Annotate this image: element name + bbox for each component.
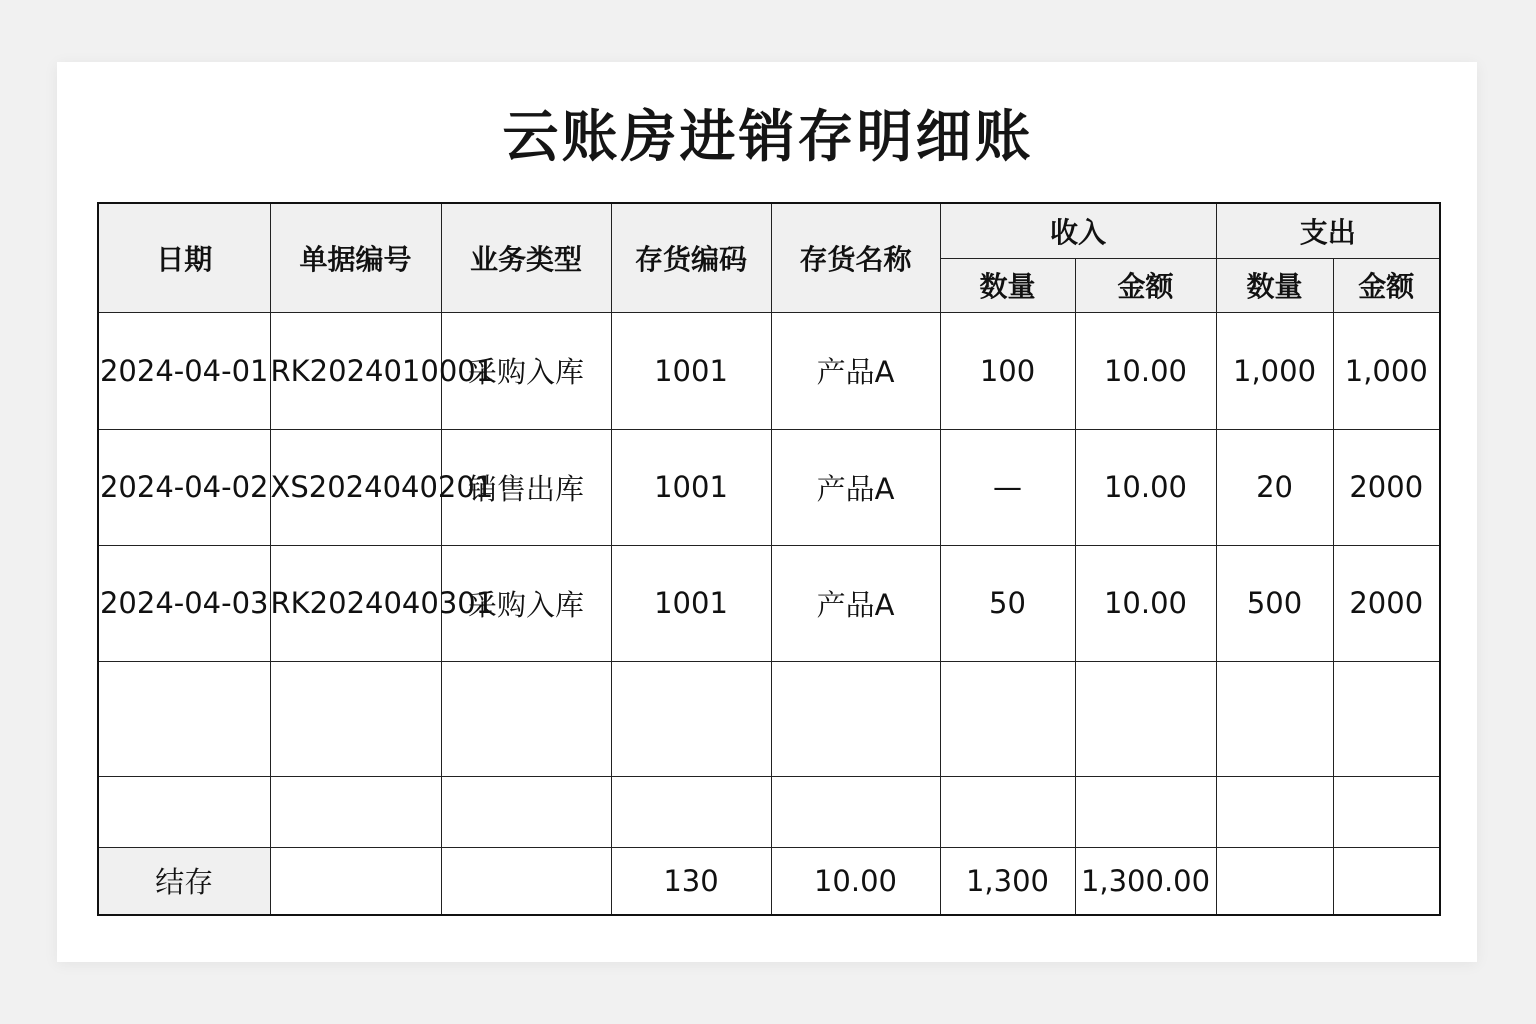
cell-income-amount: 10.00	[1075, 429, 1216, 545]
summary-item-name: 10.00	[771, 847, 940, 915]
cell-biz-type: 采购入库	[441, 545, 611, 661]
empty-cell	[98, 776, 270, 847]
header-income-qty: 数量	[940, 258, 1075, 312]
header-row-top	[98, 203, 1440, 258]
empty-cell	[940, 661, 1075, 776]
cell-item-name: 产品A	[771, 545, 940, 661]
summary-label: 结存	[98, 847, 270, 915]
header-item-code: 存货编码	[611, 203, 771, 312]
summary-doc-no	[270, 847, 441, 915]
empty-cell	[611, 776, 771, 847]
empty-cell	[270, 776, 441, 847]
empty-cell	[771, 661, 940, 776]
empty-cell	[771, 776, 940, 847]
cell-item-name: 产品A	[771, 429, 940, 545]
cell-date: 2024-04-03	[98, 545, 270, 661]
summary-income-qty: 1,300	[940, 847, 1075, 915]
empty-cell	[98, 661, 270, 776]
header-expense: 支出	[1216, 203, 1440, 258]
cell-income-amount: 10.00	[1075, 312, 1216, 429]
empty-cell	[1216, 661, 1333, 776]
cell-item-code: 1001	[611, 545, 771, 661]
empty-cell	[441, 776, 611, 847]
cell-doc-no: RK2024010001	[270, 312, 441, 429]
summary-item-code: 130	[611, 847, 771, 915]
summary-biz-type	[441, 847, 611, 915]
header-biz-type: 业务类型	[441, 203, 611, 312]
header-item-name: 存货名称	[771, 203, 940, 312]
cell-expense-qty: 1,000	[1216, 312, 1333, 429]
table-row	[98, 429, 1440, 545]
empty-cell	[940, 776, 1075, 847]
cell-biz-type: 采购入库	[441, 312, 611, 429]
table-row	[98, 312, 1440, 429]
cell-income-qty: 50	[940, 545, 1075, 661]
cell-income-qty: 100	[940, 312, 1075, 429]
empty-cell	[1075, 661, 1216, 776]
header-date: 日期	[98, 203, 270, 312]
cell-expense-amount: 1,000	[1333, 312, 1440, 429]
cell-date: 2024-04-01	[98, 312, 270, 429]
cell-income-amount: 10.00	[1075, 545, 1216, 661]
cell-item-name: 产品A	[771, 312, 940, 429]
cell-expense-qty: 500	[1216, 545, 1333, 661]
header-expense-amount: 金额	[1333, 258, 1440, 312]
empty-cell	[270, 661, 441, 776]
header-income: 收入	[940, 203, 1216, 258]
empty-row	[98, 661, 1440, 776]
empty-cell	[1333, 661, 1440, 776]
empty-row	[98, 776, 1440, 847]
summary-expense-qty	[1216, 847, 1333, 915]
cell-biz-type: 销售出库	[441, 429, 611, 545]
cell-item-code: 1001	[611, 429, 771, 545]
cell-item-code: 1001	[611, 312, 771, 429]
empty-cell	[611, 661, 771, 776]
empty-cell	[1075, 776, 1216, 847]
cell-expense-amount: 2000	[1333, 545, 1440, 661]
cell-expense-amount: 2000	[1333, 429, 1440, 545]
ledger-table	[97, 202, 1441, 916]
cell-income-qty: —	[940, 429, 1075, 545]
cell-date: 2024-04-02	[98, 429, 270, 545]
table-row	[98, 545, 1440, 661]
cell-doc-no: RK2024040301	[270, 545, 441, 661]
header-doc-no: 单据编号	[270, 203, 441, 312]
summary-row	[98, 847, 1440, 915]
empty-cell	[1216, 776, 1333, 847]
empty-cell	[441, 661, 611, 776]
summary-income-amount: 1,300.00	[1075, 847, 1216, 915]
summary-expense-amount	[1333, 847, 1440, 915]
empty-cell	[1333, 776, 1440, 847]
header-income-amount: 金额	[1075, 258, 1216, 312]
cell-doc-no: XS2024040201	[270, 429, 441, 545]
cell-expense-qty: 20	[1216, 429, 1333, 545]
page-title: 云账房进销存明细账	[502, 105, 1034, 170]
header-expense-qty: 数量	[1216, 258, 1333, 312]
